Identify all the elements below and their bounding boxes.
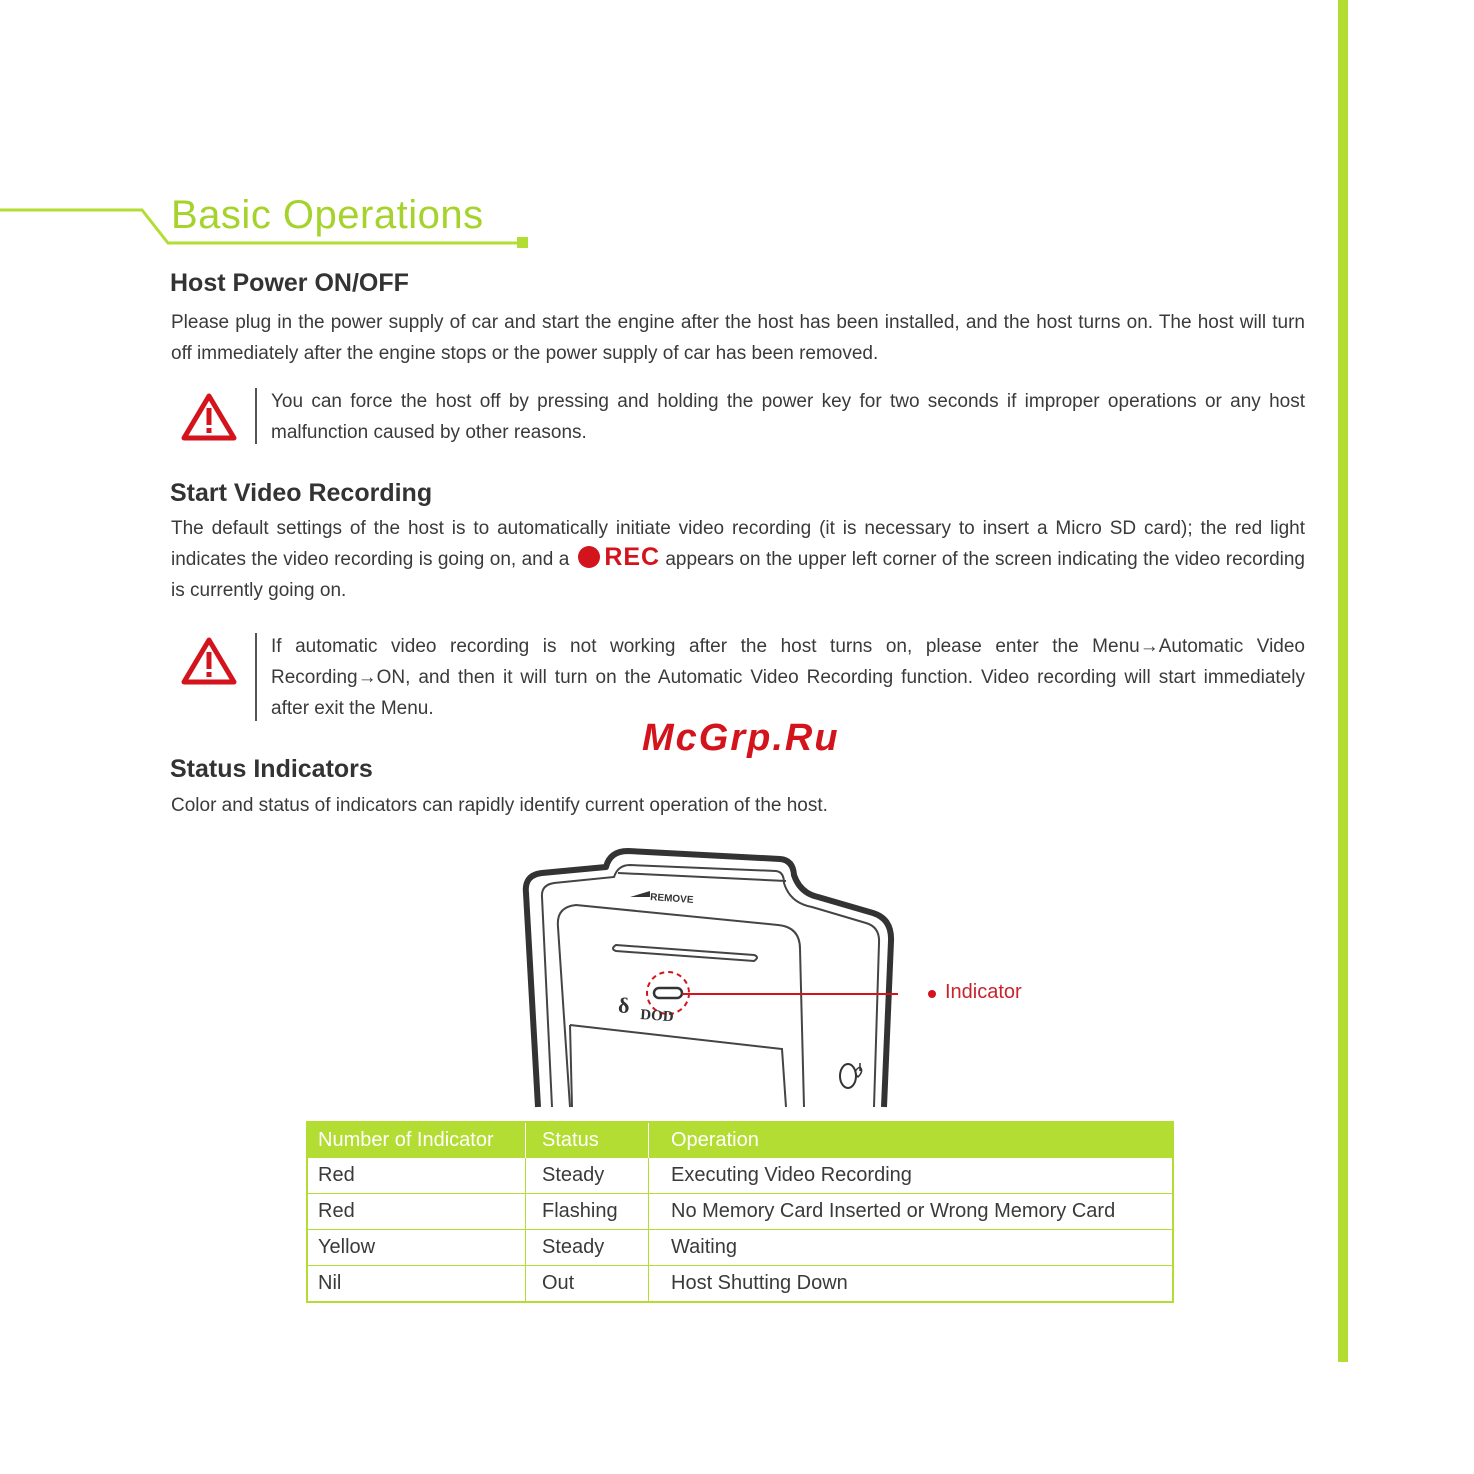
table-header: Number of Indicator xyxy=(307,1122,526,1158)
table-cell: Flashing xyxy=(526,1194,649,1230)
device-remove-label: REMOVE xyxy=(649,892,694,907)
recording-heading: Start Video Recording xyxy=(170,479,433,507)
recording-body-before: The default settings of the host is to automatically initiate video recording (it is necessary to insert a Micro SD card); the red light indicates the video recording is going on, and a xyxy=(171,518,1305,570)
rec-badge-label: REC xyxy=(604,542,661,571)
rec-badge xyxy=(577,542,661,571)
status-body: Color and status of indicators can rapidly identify current operation of the host. xyxy=(171,795,828,816)
table-cell: Waiting xyxy=(649,1230,1174,1266)
table-row xyxy=(307,1230,1173,1266)
svg-text:δ: δ xyxy=(618,993,630,1018)
table-cell: Executing Video Recording xyxy=(649,1158,1174,1194)
table-cell: No Memory Card Inserted or Wrong Memory Card xyxy=(649,1194,1174,1230)
warning-icon xyxy=(180,392,238,442)
table-cell: Red xyxy=(307,1158,526,1194)
table-header: Operation xyxy=(649,1122,1174,1158)
table-header-row xyxy=(307,1122,1173,1158)
device-illustration xyxy=(518,845,898,1110)
table-cell: Steady xyxy=(526,1230,649,1266)
side-accent-bar xyxy=(1338,0,1348,1362)
recording-body-after: appears on the upper left corner of the screen indicating the video recording is currently going on. xyxy=(171,549,1305,601)
device-brand: DOD xyxy=(639,1007,675,1026)
status-table xyxy=(306,1121,1174,1303)
indicator-label: Indicator xyxy=(945,981,1022,1003)
table-row xyxy=(307,1158,1173,1194)
host-power-heading: Host Power ON/OFF xyxy=(170,269,409,297)
status-heading: Status Indicators xyxy=(170,755,373,783)
warning-icon xyxy=(180,636,238,686)
host-power-note: You can force the host off by pressing and holding the power key for two seconds if improper operations or any host malfunction caused by other reasons. xyxy=(271,391,1305,443)
table-row xyxy=(307,1266,1173,1303)
host-power-body: Please plug in the power supply of car and start the engine after the host has been installed, and the host turns on. The host will turn off immediately after the engine stops or the power supply of car has been removed. xyxy=(171,312,1305,364)
section-title: Basic Operations xyxy=(171,193,484,237)
table-row xyxy=(307,1194,1173,1230)
table-cell: Steady xyxy=(526,1158,649,1194)
note-divider xyxy=(255,633,257,721)
recording-note: If automatic video recording is not working after the host turns on, please enter the Menu→Automatic Video Recording→ON, and then it will turn on the Automatic Video Recording function. Video recording will start immediately after exit the Menu. xyxy=(271,636,1305,719)
table-header: Status xyxy=(526,1122,649,1158)
note-divider xyxy=(255,388,257,444)
table-cell: Nil xyxy=(307,1266,526,1303)
recording-body xyxy=(171,513,1305,606)
watermark: McGrp.Ru xyxy=(642,717,840,759)
table-cell: Host Shutting Down xyxy=(649,1266,1174,1303)
table-cell: Red xyxy=(307,1194,526,1230)
table-cell: Out xyxy=(526,1266,649,1303)
table-cell: Yellow xyxy=(307,1230,526,1266)
indicator-callout-dot xyxy=(926,988,938,1000)
